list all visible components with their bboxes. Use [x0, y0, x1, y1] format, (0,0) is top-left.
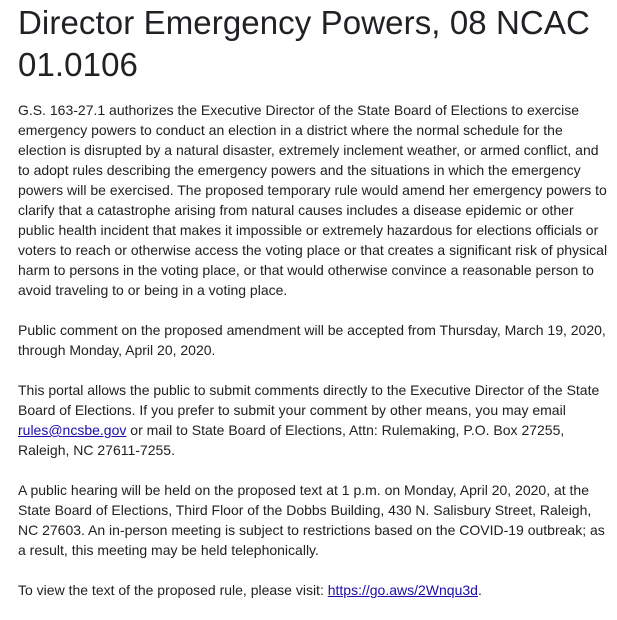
proposed-rule-link[interactable]: https://go.aws/2Wnqu3d	[327, 582, 478, 598]
paragraph-view-rule	[18, 580, 608, 600]
paragraph-portal	[18, 380, 608, 460]
view-rule-text-after: .	[477, 582, 482, 598]
portal-text-after: or mail to State Board of Elections, Attn: Rulemaking, P.O. Box 27255, Raleigh, NC 27611-7255.	[18, 422, 565, 458]
email-link[interactable]: rules@ncsbe.gov	[18, 422, 127, 438]
page-content	[18, 0, 608, 620]
description-body	[18, 100, 608, 600]
paragraph-hearing: A public hearing will be held on the proposed text at 1 p.m. on Monday, April 20, 2020, at the State Board of Elections, Third Floor of the Dobbs Building, 430 N. Salisbury Street, Raleigh, NC 27603. An in-person meeting is subject to restrictions based on the COVID-19 outbreak; as a result, this meeting may be held telephonically.	[18, 482, 605, 558]
page-title: Director Emergency Powers, 08 NCAC 01.0106	[18, 4, 590, 83]
paragraph-authority: G.S. 163-27.1 authorizes the Executive Director of the State Board of Elections to exercise emergency powers to conduct an election in a district where the normal schedule for the election is disrupted by a natural disaster, extremely inclement weather, or armed conflict, and to adopt rules describing the emergency powers and the situations in which the emergency powers will be exercised. The proposed temporary rule would amend her emergency powers to clarify that a catastrophe arising from natural causes includes a disease epidemic or other public health incident that makes it impossible or extremely hazardous for elections officials or voters to reach or otherwise access the voting place or that creates a significant risk of physical harm to persons in the voting place, or that would otherwise convince a reasonable person to avoid traveling to or being in a voting place.	[18, 102, 608, 298]
portal-text-before: This portal allows the public to submit comments directly to the Executive Director of the State Board of Elections. If you prefer to submit your comment by other means, you may email	[18, 382, 600, 418]
paragraph-comment-period: Public comment on the proposed amendment will be accepted from Thursday, March 19, 2020, through Monday, April 20, 2020.	[18, 322, 606, 358]
view-rule-text-before: To view the text of the proposed rule, please visit:	[18, 582, 328, 598]
